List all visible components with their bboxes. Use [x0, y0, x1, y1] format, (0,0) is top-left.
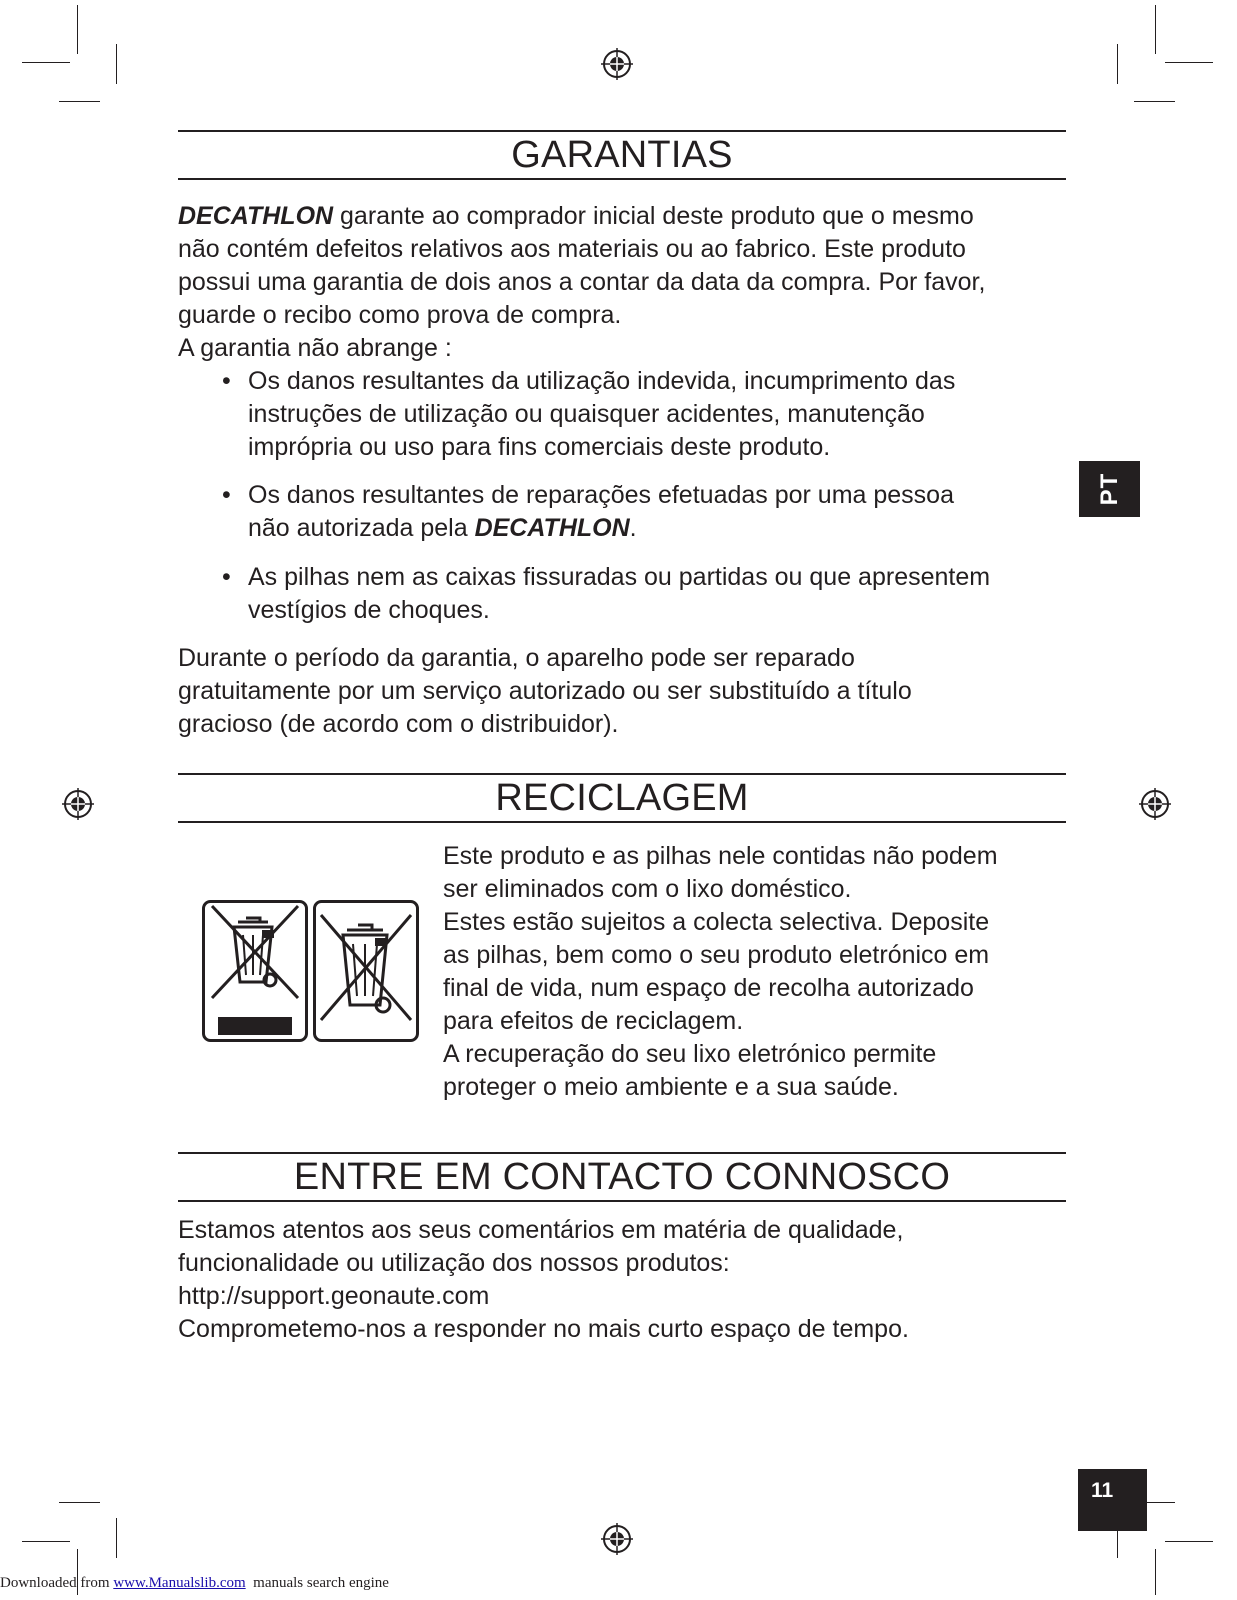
registration-mark-bottom-icon: [601, 1523, 633, 1555]
reciclagem-rule-top: [178, 773, 1066, 775]
bullet-1-line: Os danos resultantes da utilização indevida, incumprimento das: [248, 367, 956, 395]
language-tab: [1079, 461, 1140, 517]
bullet-3-line: vestígios de choques.: [248, 596, 490, 624]
garantias-exclusions-label: A garantia não abrange :: [178, 334, 452, 362]
bullet-dot: •: [222, 367, 231, 395]
registration-mark-right-icon: [1139, 788, 1171, 820]
garantias-intro-line-3: possui uma garantia de dois anos a contar da data da compra. Por favor,: [178, 268, 986, 296]
contacto-rule-top: [178, 1152, 1066, 1154]
reciclagem-text: Este produto e as pilhas nele contidas não podem ser eliminados com o lixo doméstico. Estes estão sujeitos a colecta selectiva. Deposite as pilhas, bem como o seu produto eletrónico em final de vida, num espaço de recolha autorizado para efeitos de reciclagem. A recuperação do seu lixo eletrónico permite proteger o meio ambiente e a sua saúde.: [443, 842, 998, 1101]
bullet-1-line: imprópria ou uso para fins comerciais deste produto.: [248, 433, 831, 461]
garantias-closing: Durante o período da garantia, o aparelho pode ser reparado gratuitamente por um serviço autorizado ou ser substituído a título gracioso (de acordo com o distribuidor).: [178, 644, 912, 738]
garantias-title: GARANTIAS: [511, 134, 733, 176]
brand-name: DECATHLON: [474, 514, 630, 542]
contacto-text: Estamos atentos aos seus comentários em matéria de qualidade, funcionalidade ou utilização dos nossos produtos: http://support.geonaute.com Comprometemo-nos a responder no mais curto espaço de tempo.: [178, 1214, 1078, 1346]
brand-name: DECATHLON: [178, 202, 334, 230]
garantias-intro-line-1: DECATHLON garante ao comprador inicial deste produto que o mesmo: [178, 202, 974, 230]
manualslib-link[interactable]: www.Manualslib.com: [113, 1575, 246, 1591]
contacto-title: ENTRE EM CONTACTO CONNOSCO: [293, 1156, 951, 1198]
support-url-link[interactable]: http://support.geonaute.com: [178, 1282, 490, 1310]
garantias-intro-line-2: não contém defeitos relativos aos materiais ou ao fabrico. Este produto: [178, 235, 966, 263]
reciclagem-rule-bottom: [178, 821, 1066, 823]
bullet-3-line: As pilhas nem as caixas fissuradas ou partidas ou que apresentem: [248, 563, 991, 591]
download-footer: Downloaded from www.Manualslib.com manuals search engine: [0, 1575, 389, 1591]
registration-mark-left-icon: [62, 788, 94, 820]
contacto-rule-bottom: [178, 1200, 1066, 1202]
language-tab-label: PT: [1095, 472, 1123, 506]
garantias-rule-top: [178, 130, 1066, 132]
bullet-2-line: Os danos resultantes de reparações efetuadas por uma pessoa: [248, 481, 954, 509]
bullet-dot: •: [222, 563, 231, 591]
bullet-dot: •: [222, 481, 231, 509]
registration-mark-top-icon: [601, 48, 633, 80]
garantias-intro: [178, 200, 1078, 365]
weee-bin-battery-icon: [202, 900, 308, 1042]
weee-bin-product-icon: [313, 900, 419, 1042]
garantias-intro-line-4: guarde o recibo como prova de compra.: [178, 301, 622, 329]
bullet-2-line: não autorizada pela DECATHLON.: [248, 514, 637, 542]
bullet-1-line: instruções de utilização ou quaisquer acidentes, manutenção: [248, 400, 925, 428]
garantias-rule-bottom: [178, 178, 1066, 180]
reciclagem-title: RECICLAGEM: [495, 777, 749, 819]
page-number-box: [1078, 1469, 1147, 1531]
page-number: 11: [1091, 1479, 1114, 1502]
